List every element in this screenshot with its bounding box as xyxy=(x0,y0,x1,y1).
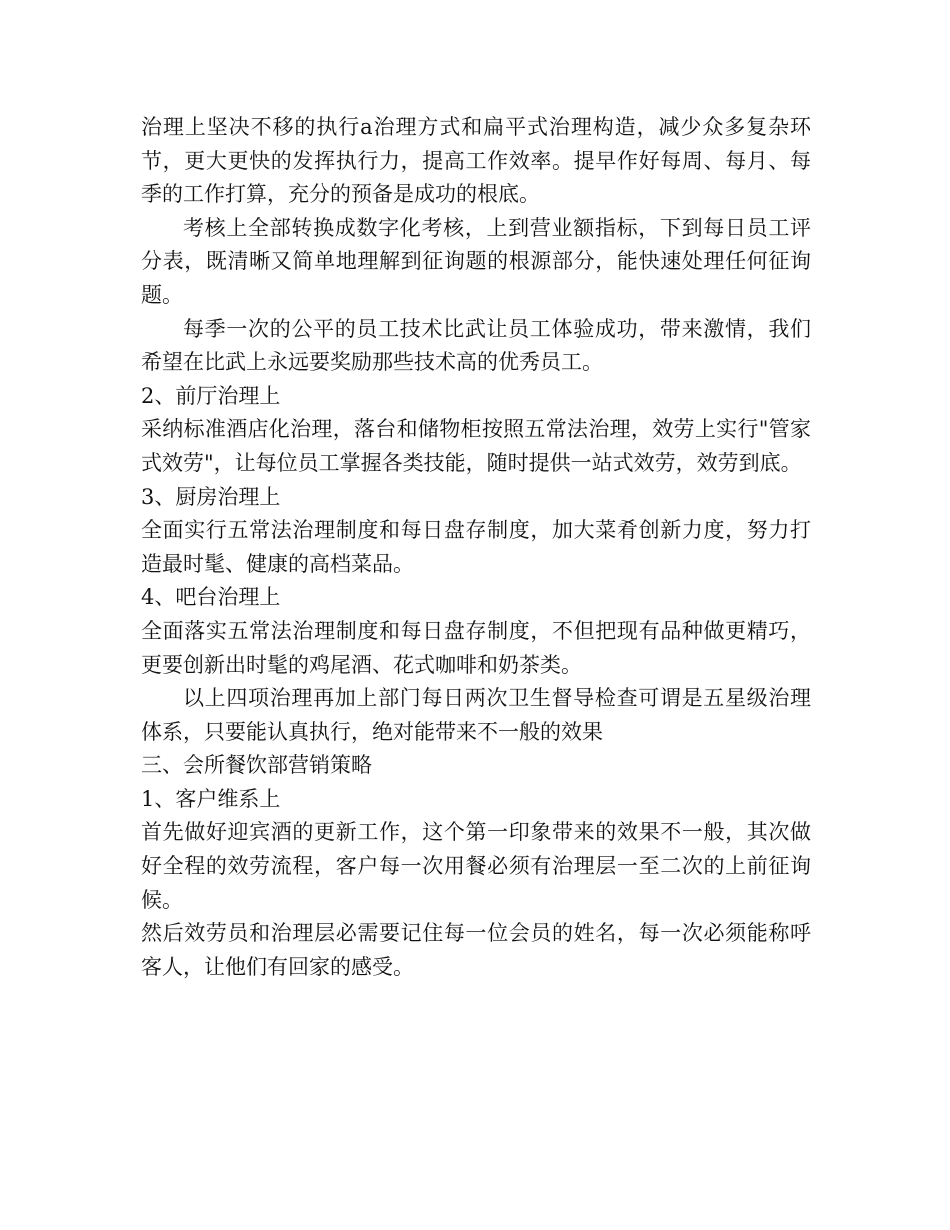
paragraph-assessment: 考核上全部转换成数字化考核，上到营业额指标，下到每日员工评分表，既清晰又简单地理解到征询题的根源部分，能快速处理任何征询题。 xyxy=(141,215,811,307)
paragraph-management-approach: 治理上坚决不移的执行a治理方式和扁平式治理构造，减少众多复杂环节，更大更快的发挥执行力，提高工作效率。提早作好每周、每月、每季的工作打算，充分的预备是成功的根底。 xyxy=(141,115,811,207)
paragraph-skill-contest: 每季一次的公平的员工技术比武让员工体验成功，带来激情，我们希望在比武上永远要奖励那些技术高的优秀员工。 xyxy=(141,316,811,375)
paragraph-kitchen: 全面实行五常法治理制度和每日盘存制度，加大菜肴创新力度，努力打造最时髦、健康的高档菜品。 xyxy=(141,518,811,576)
heading-customer-retention: 1、客户维系上 xyxy=(141,786,281,811)
paragraph-summary: 以上四项治理再加上部门每日两次卫生督导检查可谓是五星级治理体系，只要能认真执行，绝对能带来不一般的效果 xyxy=(141,686,811,744)
paragraph-welcome-drink: 首先做好迎宾酒的更新工作，这个第一印象带来的效果不一般，其次做好全程的效劳流程，客户每一次用餐必须有治理层一至二次的上前征询候。 xyxy=(141,820,811,912)
heading-kitchen: 3、厨房治理上 xyxy=(141,484,281,509)
heading-front-hall: 2、前厅治理上 xyxy=(141,383,281,408)
heading-marketing-strategy: 三、会所餐饮部营销策略 xyxy=(141,753,372,778)
heading-bar: 4、吧台治理上 xyxy=(141,585,281,610)
paragraph-front-hall: 采纳标准酒店化治理，落台和储物柜按照五常法治理，效劳上实行"管家式效劳"，让每位员工掌握各类技能，随时提供一站式效劳，效劳到底。 xyxy=(141,417,811,475)
paragraph-member-names: 然后效劳员和治理层必需要记住每一位会员的姓名，每一次必须能称呼客人，让他们有回家的感受。 xyxy=(141,921,811,979)
document-page xyxy=(141,111,811,984)
paragraph-bar: 全面落实五常法治理制度和每日盘存制度，不但把现有品种做更精巧，更要创新出时髦的鸡尾酒、花式咖啡和奶茶类。 xyxy=(141,618,811,677)
